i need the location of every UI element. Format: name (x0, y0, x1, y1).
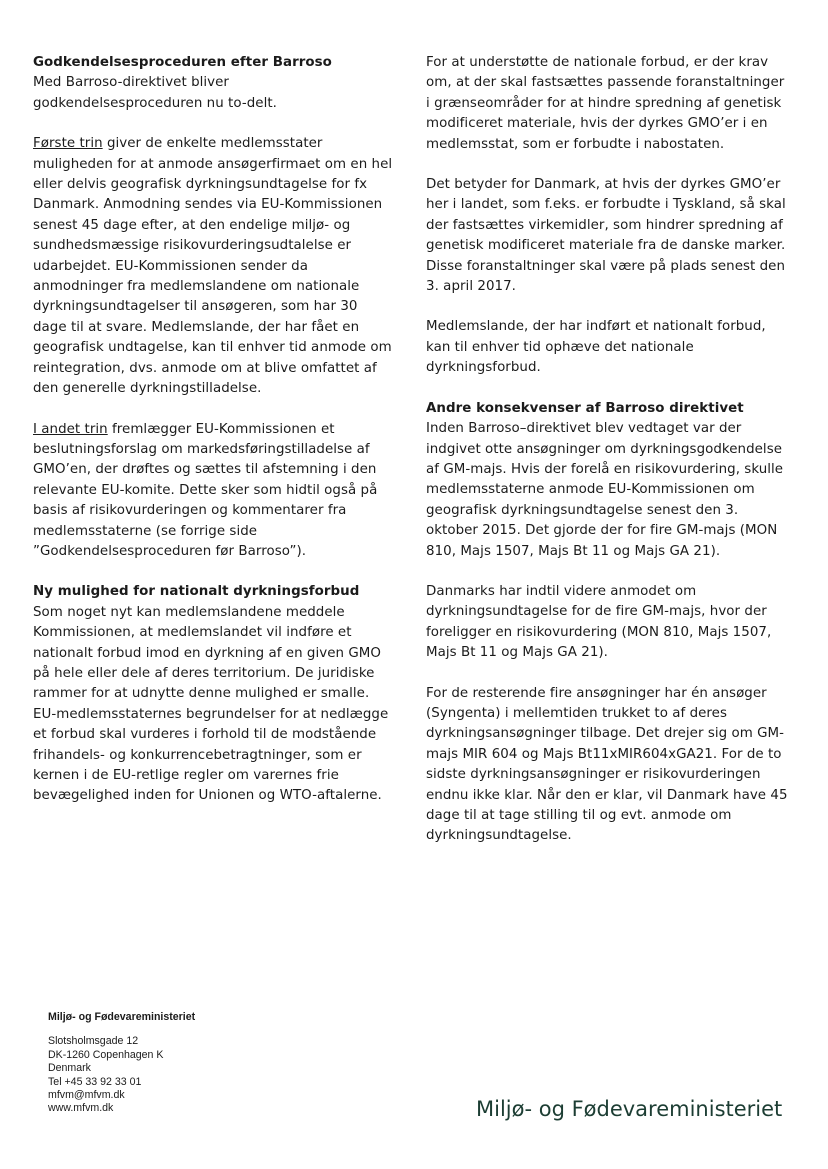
footer-country: Denmark (48, 1062, 91, 1075)
section-heading: Ny mulighed for nationalt dyrkningsforbud (33, 584, 360, 600)
paragraph-text: giver de enkelte medlemsstater muligheden for at anmode ansøgerfirmaet om en hel eller delvis geografisk dyrkningsundtagelse for fx Danmark. Anmodning sendes via EU-Kommissionen senest 45 dage efter, at den endelige miljø- og sundhedsmæssige risikovurderingsudtalelse er udarbejdet. EU-Kommissionen sender da anmodninger fra medlemslandene om nationale dyrkningsundtagelser til ansøgeren, som har 30 dage til at svare. Medlemslande, der har fået en geografisk undtagelse, kan til enhver tid anmode om reintegration, dvs. anmode om at blive omfattet af den generelle dyrkningstilladelse. (33, 136, 393, 397)
ministry-logo: Miljø- og Fødevareministeriet (476, 1097, 783, 1121)
section-second-step (33, 420, 395, 563)
footer-address-street: Slotsholmsgade 12 (48, 1035, 139, 1048)
first-step-lead: Første trin (33, 136, 103, 152)
section-national-ban (33, 582, 395, 806)
left-column (33, 53, 395, 827)
section-heading: Andre konsekvenser af Barroso direktivet (426, 400, 744, 416)
paragraph-lift-ban: Medlemslande, der har indført et nationalt forbud, kan til enhver tid ophæve det nationale dyrkningsforbud. (426, 319, 766, 376)
footer-contact-block (48, 1011, 195, 1116)
second-step-lead: I andet trin (33, 421, 108, 437)
paragraph-denmark-requests: Danmarks har indtil videre anmodet om dyrkningsundtagelse for de fire GM-majs, hvor der foreligger en risikovurdering (MON 810, Majs 1507, Majs Bt 11 og Majs GA 21). (426, 583, 772, 661)
paragraph-text: Som noget nyt kan medlemslandene meddele Kommissionen, at medlemslandet vil indføre et nationalt forbud imod en dyrkning af en given GMO på hele eller dele af deres territorium. De juridiske rammer for at udnytte denne mulighed er smalle. EU-medlemsstaternes begrundelser for at nedlægge et forbud skal vurderes i forhold til de modstående frihandels- og konkurrencebetragtninger, som er kernen i de EU-retlige regler om varernes frie bevægelighed inden for Unionen og WTO-aftalerne. (33, 604, 389, 804)
right-column (426, 53, 790, 867)
footer-address-city: DK-1260 Copenhagen K (48, 1048, 164, 1061)
footer-website: www.mfvm.dk (48, 1102, 114, 1115)
footer-email: mfvm@mfvm.dk (48, 1089, 125, 1102)
section-approval-procedure (33, 53, 395, 114)
section-heading: Godkendelsesproceduren efter Barroso (33, 55, 332, 70)
paragraph-text: Med Barroso-direktivet bliver godkendelsesproceduren nu to-delt. (33, 75, 277, 111)
paragraph-text: Inden Barroso–direktivet blev vedtaget var der indgivet otte ansøgninger om dyrkningsgodkendelse af GM-majs. Hvis der forelå en risikovurdering, skulle medlemsstaterne anmode EU-Kommissionen om geografisk dyrkningsundtagelse senest den 3. oktober 2015. Det gjorde der for fire GM-majs (MON 810, Majs 1507, Majs Bt 11 og Majs GA 21). (426, 421, 784, 559)
footer-ministry-name: Miljø- og Fødevareministeriet (48, 1011, 196, 1023)
paragraph-border-measures: For at understøtte de nationale forbud, er der krav om, at der skal fastsættes passende foranstaltninger i grænseområder for at hindre spredning af genetisk modificeret materiale, hvis der dyrkes GMO’er i en medlemsstat, som er forbudte i nabostaten. (426, 55, 785, 152)
section-first-step (33, 134, 395, 399)
paragraph-text: fremlægger EU-Kommissionen et beslutningsforslag om markedsføringstilladelse af GMO’en, der drøftes og sættes til afstemning i den relevante EU-komite. Dette sker som hidtil også på basis af risikovurderingen og kommentarer fra medlemsstaterne (se forrige side ”Godkendelsesproceduren før Barroso”). (33, 421, 378, 559)
paragraph-remaining-applications: For de resterende fire ansøgninger har én ansøger (Syngenta) i mellemtiden trukket to af deres dyrkningsansøgninger tilbage. Det drejer sig om GM-majs MIR 604 og Majs Bt11xMIR604xGA21. For de to sidste dyrkningsansøgninger er risikovurderingen endnu ikke klar. Når den er klar, vil Danmark have 45 dage til at tage stilling til og evt. anmode om dyrkningsundtagelse. (426, 685, 788, 844)
paragraph-denmark-implications: Det betyder for Danmark, at hvis der dyrkes GMO’er her i landet, som f.eks. er forbudte i Tyskland, så skal der fastsættes virkemidler, som hindrer spredning af genetisk modificeret materiale fra de danske marker. Disse foranstaltninger skal være på plads senest den 3. april 2017. (426, 177, 786, 295)
section-other-consequences (426, 399, 790, 562)
footer-phone: Tel +45 33 92 33 01 (48, 1075, 142, 1088)
